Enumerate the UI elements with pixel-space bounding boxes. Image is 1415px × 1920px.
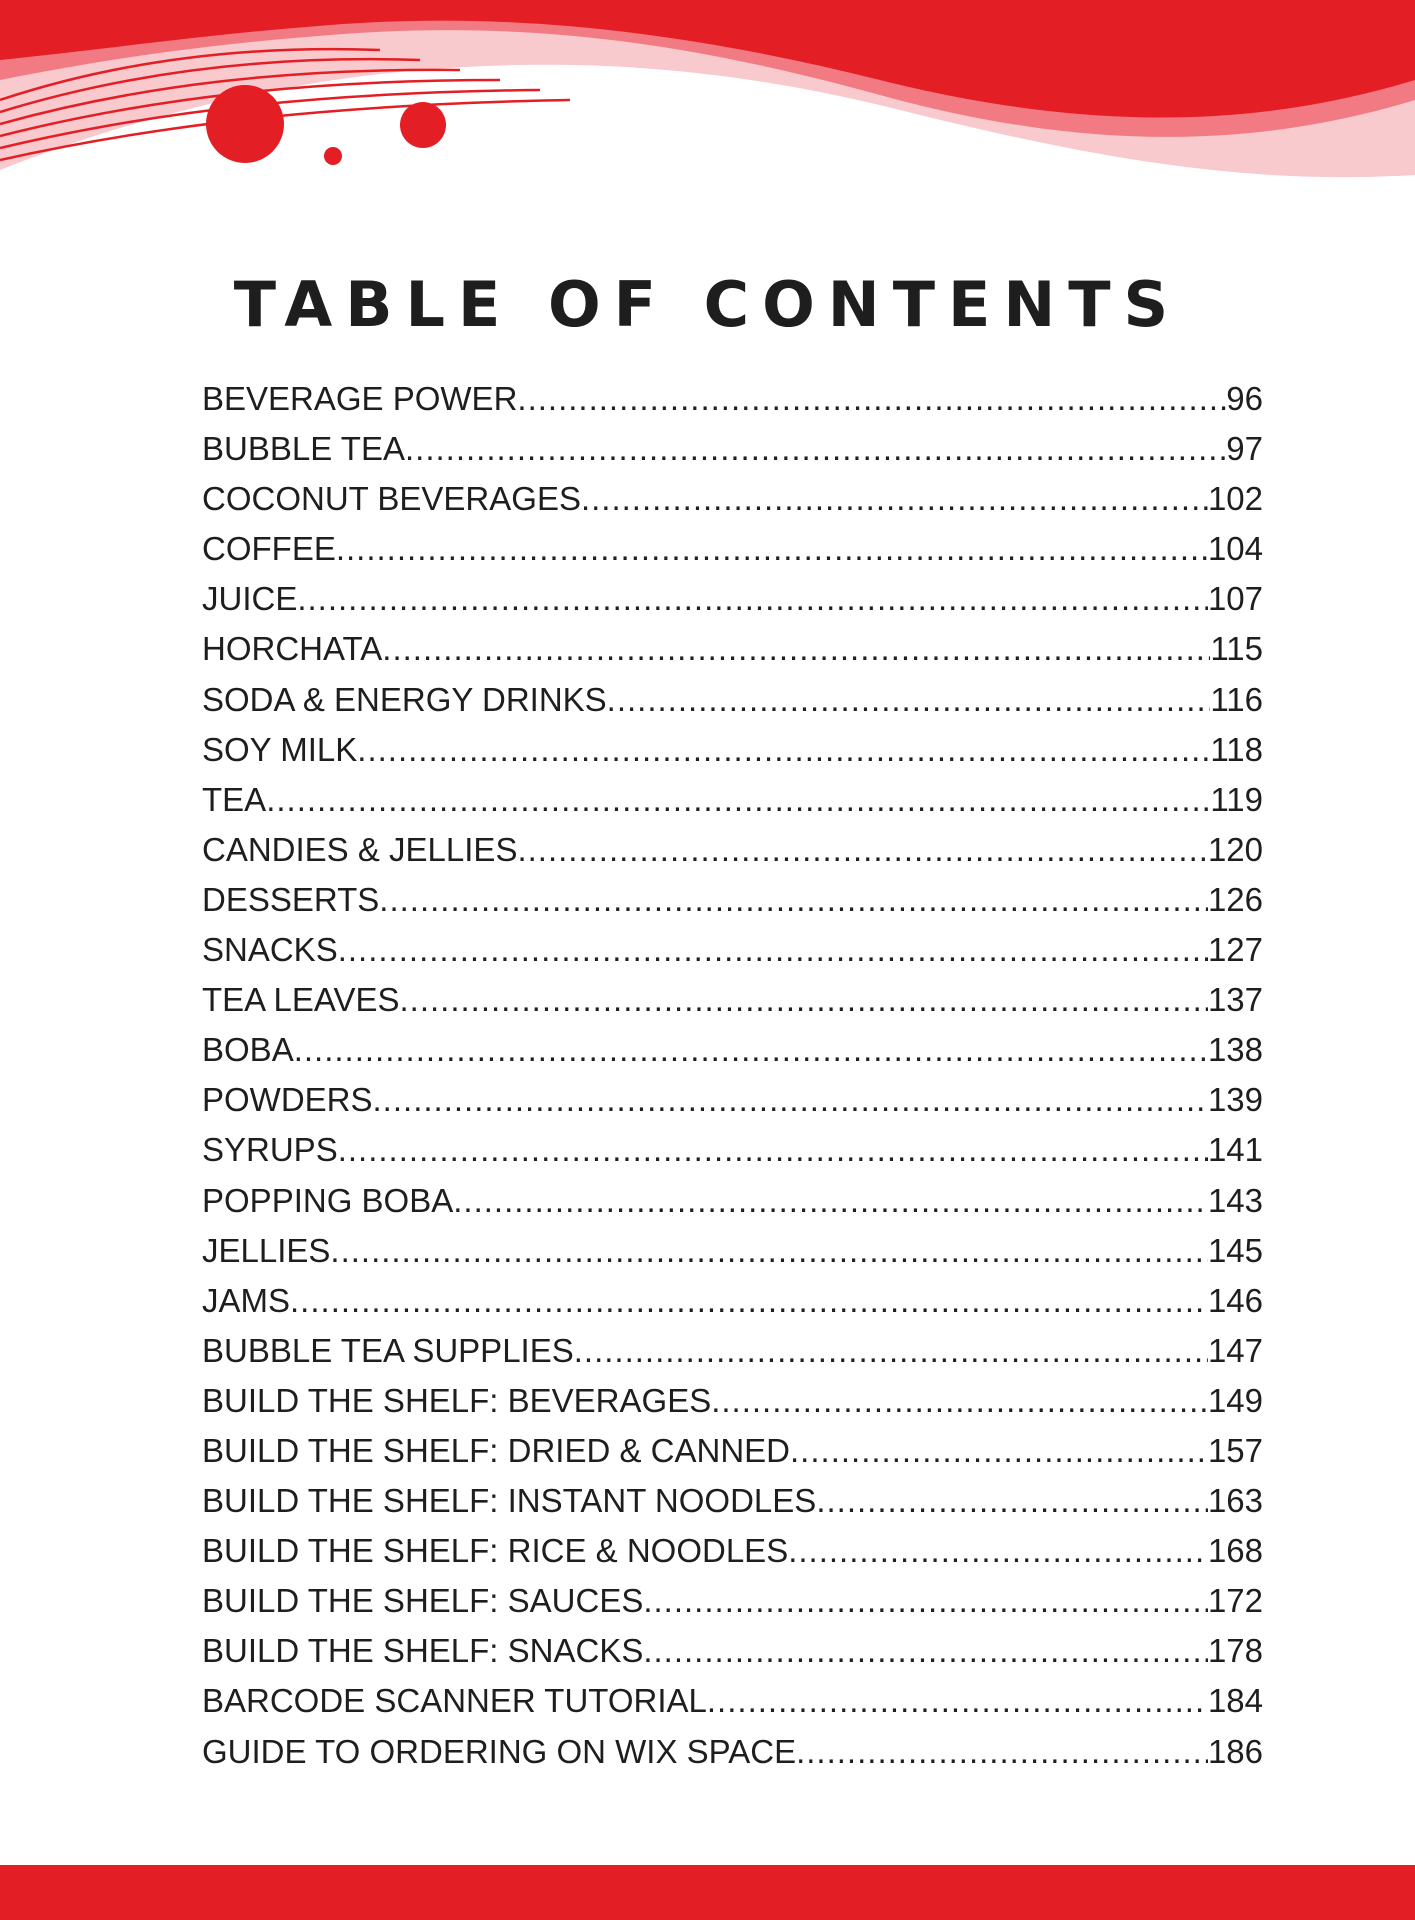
decor-dot-medium [400,102,446,148]
dot-leader [643,1582,1208,1620]
dot-leader [330,1232,1208,1270]
dot-leader [711,1382,1208,1420]
toc-entry-page: 138 [1207,1031,1263,1069]
dot-leader [405,430,1226,468]
toc-entry[interactable] [202,480,1263,530]
toc-entry-page: 120 [1207,830,1263,868]
toc-entry-label: BOBA [202,1031,294,1069]
toc-entry[interactable] [202,630,1263,680]
toc-entry-page: 102 [1207,480,1263,518]
toc-entry-page: 149 [1207,1381,1263,1419]
toc-entry-page: 147 [1207,1331,1263,1369]
toc-entry[interactable] [202,1582,1263,1632]
toc-entry[interactable] [202,1282,1263,1332]
toc-entry-label: CANDIES & JELLIES [202,830,518,868]
dot-leader [338,1131,1208,1169]
toc-entry-label: JAMS [202,1281,291,1319]
toc-entry-page: 157 [1207,1431,1263,1469]
toc-entry[interactable] [202,430,1263,480]
toc-entry[interactable] [202,781,1263,831]
dot-leader [373,1081,1208,1119]
toc-entry[interactable] [202,1532,1263,1582]
toc-entry-label: BEVERAGE POWER [202,380,518,417]
toc-entry-page: 115 [1210,630,1263,668]
toc-entry[interactable] [202,1382,1263,1432]
dot-leader [338,931,1208,969]
decor-dot-large [206,85,284,163]
toc-list [202,380,1263,1783]
toc-entry[interactable] [202,1632,1263,1682]
toc-entry-label: BUILD THE SHELF: DRIED & CANNED [202,1431,791,1469]
toc-entry-label: BUBBLE TEA [202,430,405,468]
toc-entry-page: 119 [1210,780,1263,818]
toc-entry[interactable] [202,1182,1263,1232]
toc-entry-page: 139 [1207,1081,1263,1119]
header-wave-decoration [0,0,1415,200]
dot-leader [294,1031,1208,1069]
toc-entry-label: POWDERS [202,1081,373,1119]
toc-entry[interactable] [202,931,1263,981]
toc-entry[interactable] [202,1081,1263,1131]
dot-leader [399,981,1207,1019]
toc-entry-label: TEA [202,780,267,818]
toc-entry-label: BUILD THE SHELF: BEVERAGES [202,1381,712,1419]
toc-entry[interactable] [202,1131,1263,1181]
toc-entry-label: SYRUPS [202,1131,338,1169]
toc-entry-label: JELLIES [202,1231,331,1269]
dot-leader [379,881,1208,919]
toc-entry-label: POPPING BOBA [202,1181,454,1219]
toc-entry[interactable] [202,380,1263,430]
toc-entry-page: 143 [1207,1181,1263,1219]
toc-entry-label: BUILD THE SHELF: RICE & NOODLES [202,1532,789,1570]
dot-leader [297,580,1208,618]
toc-entry-page: 127 [1207,931,1263,969]
dot-leader [816,1482,1208,1520]
dot-leader [788,1532,1208,1570]
toc-entry[interactable] [202,831,1263,881]
toc-entry-label: TEA LEAVES [202,981,400,1019]
page-title: TABLE OF CONTENTS [233,268,1182,341]
toc-entry[interactable] [202,1733,1263,1783]
toc-entry[interactable] [202,731,1263,781]
dot-leader [290,1282,1208,1320]
dot-leader [266,781,1210,819]
toc-entry-page: 163 [1207,1482,1263,1520]
toc-entry[interactable] [202,1031,1263,1081]
toc-entry[interactable] [202,1432,1263,1482]
dot-leader [382,630,1210,668]
dot-leader [336,530,1208,568]
toc-entry-label: BUILD THE SHELF: SNACKS [202,1632,644,1670]
dot-leader [790,1432,1208,1470]
toc-entry-page: 107 [1207,580,1263,618]
toc-entry-page: 184 [1207,1682,1263,1720]
toc-entry-label: SODA & ENERGY DRINKS [202,680,607,718]
toc-entry-label: SNACKS [202,931,338,969]
toc-entry-page: 137 [1207,981,1263,1019]
toc-entry[interactable] [202,580,1263,630]
toc-entry[interactable] [202,1332,1263,1382]
footer-bar [0,1865,1415,1920]
toc-entry-label: BUBBLE TEA SUPPLIES [202,1331,574,1369]
toc-entry[interactable] [202,1482,1263,1532]
toc-entry-page: 118 [1210,730,1263,768]
toc-entry-label: SOY MILK [202,730,358,768]
toc-entry-label: BUILD THE SHELF: SAUCES [202,1582,644,1620]
toc-entry[interactable] [202,1232,1263,1282]
toc-entry-page: 146 [1207,1281,1263,1319]
toc-entry-label: BUILD THE SHELF: INSTANT NOODLES [202,1482,817,1520]
toc-entry-page: 116 [1210,680,1263,718]
toc-entry-label: BARCODE SCANNER TUTORIAL [202,1682,707,1720]
dot-leader [796,1733,1208,1771]
dot-leader [581,480,1208,518]
toc-entry[interactable] [202,1682,1263,1732]
toc-entry[interactable] [202,681,1263,731]
toc-entry-page: 141 [1207,1131,1263,1169]
toc-entry-page: 96 [1226,380,1263,417]
toc-entry-page: 172 [1207,1582,1263,1620]
toc-entry[interactable] [202,881,1263,931]
dot-leader [643,1632,1208,1670]
toc-entry-page: 145 [1207,1231,1263,1269]
toc-entry-label: COCONUT BEVERAGES [202,480,581,518]
decor-dot-small [324,147,342,165]
dot-leader [707,1682,1208,1720]
toc-entry-page: 168 [1207,1532,1263,1570]
toc-entry-page: 178 [1207,1632,1263,1670]
toc-entry-label: HORCHATA [202,630,383,668]
dot-leader [574,1332,1208,1370]
toc-entry[interactable] [202,981,1263,1031]
toc-entry-page: 104 [1207,530,1263,568]
dot-leader [517,380,1226,418]
toc-entry-page: 126 [1207,880,1263,918]
toc-entry-page: 186 [1207,1732,1263,1770]
toc-entry-label: DESSERTS [202,880,380,918]
toc-entry-label: JUICE [202,580,298,618]
dot-leader [453,1182,1208,1220]
dot-leader [517,831,1207,869]
toc-entry[interactable] [202,530,1263,580]
toc-entry-page: 97 [1226,430,1263,468]
dot-leader [607,681,1211,719]
toc-entry-label: COFFEE [202,530,336,568]
toc-entry-label: GUIDE TO ORDERING ON WIX SPACE [202,1732,797,1770]
dot-leader [357,731,1210,769]
